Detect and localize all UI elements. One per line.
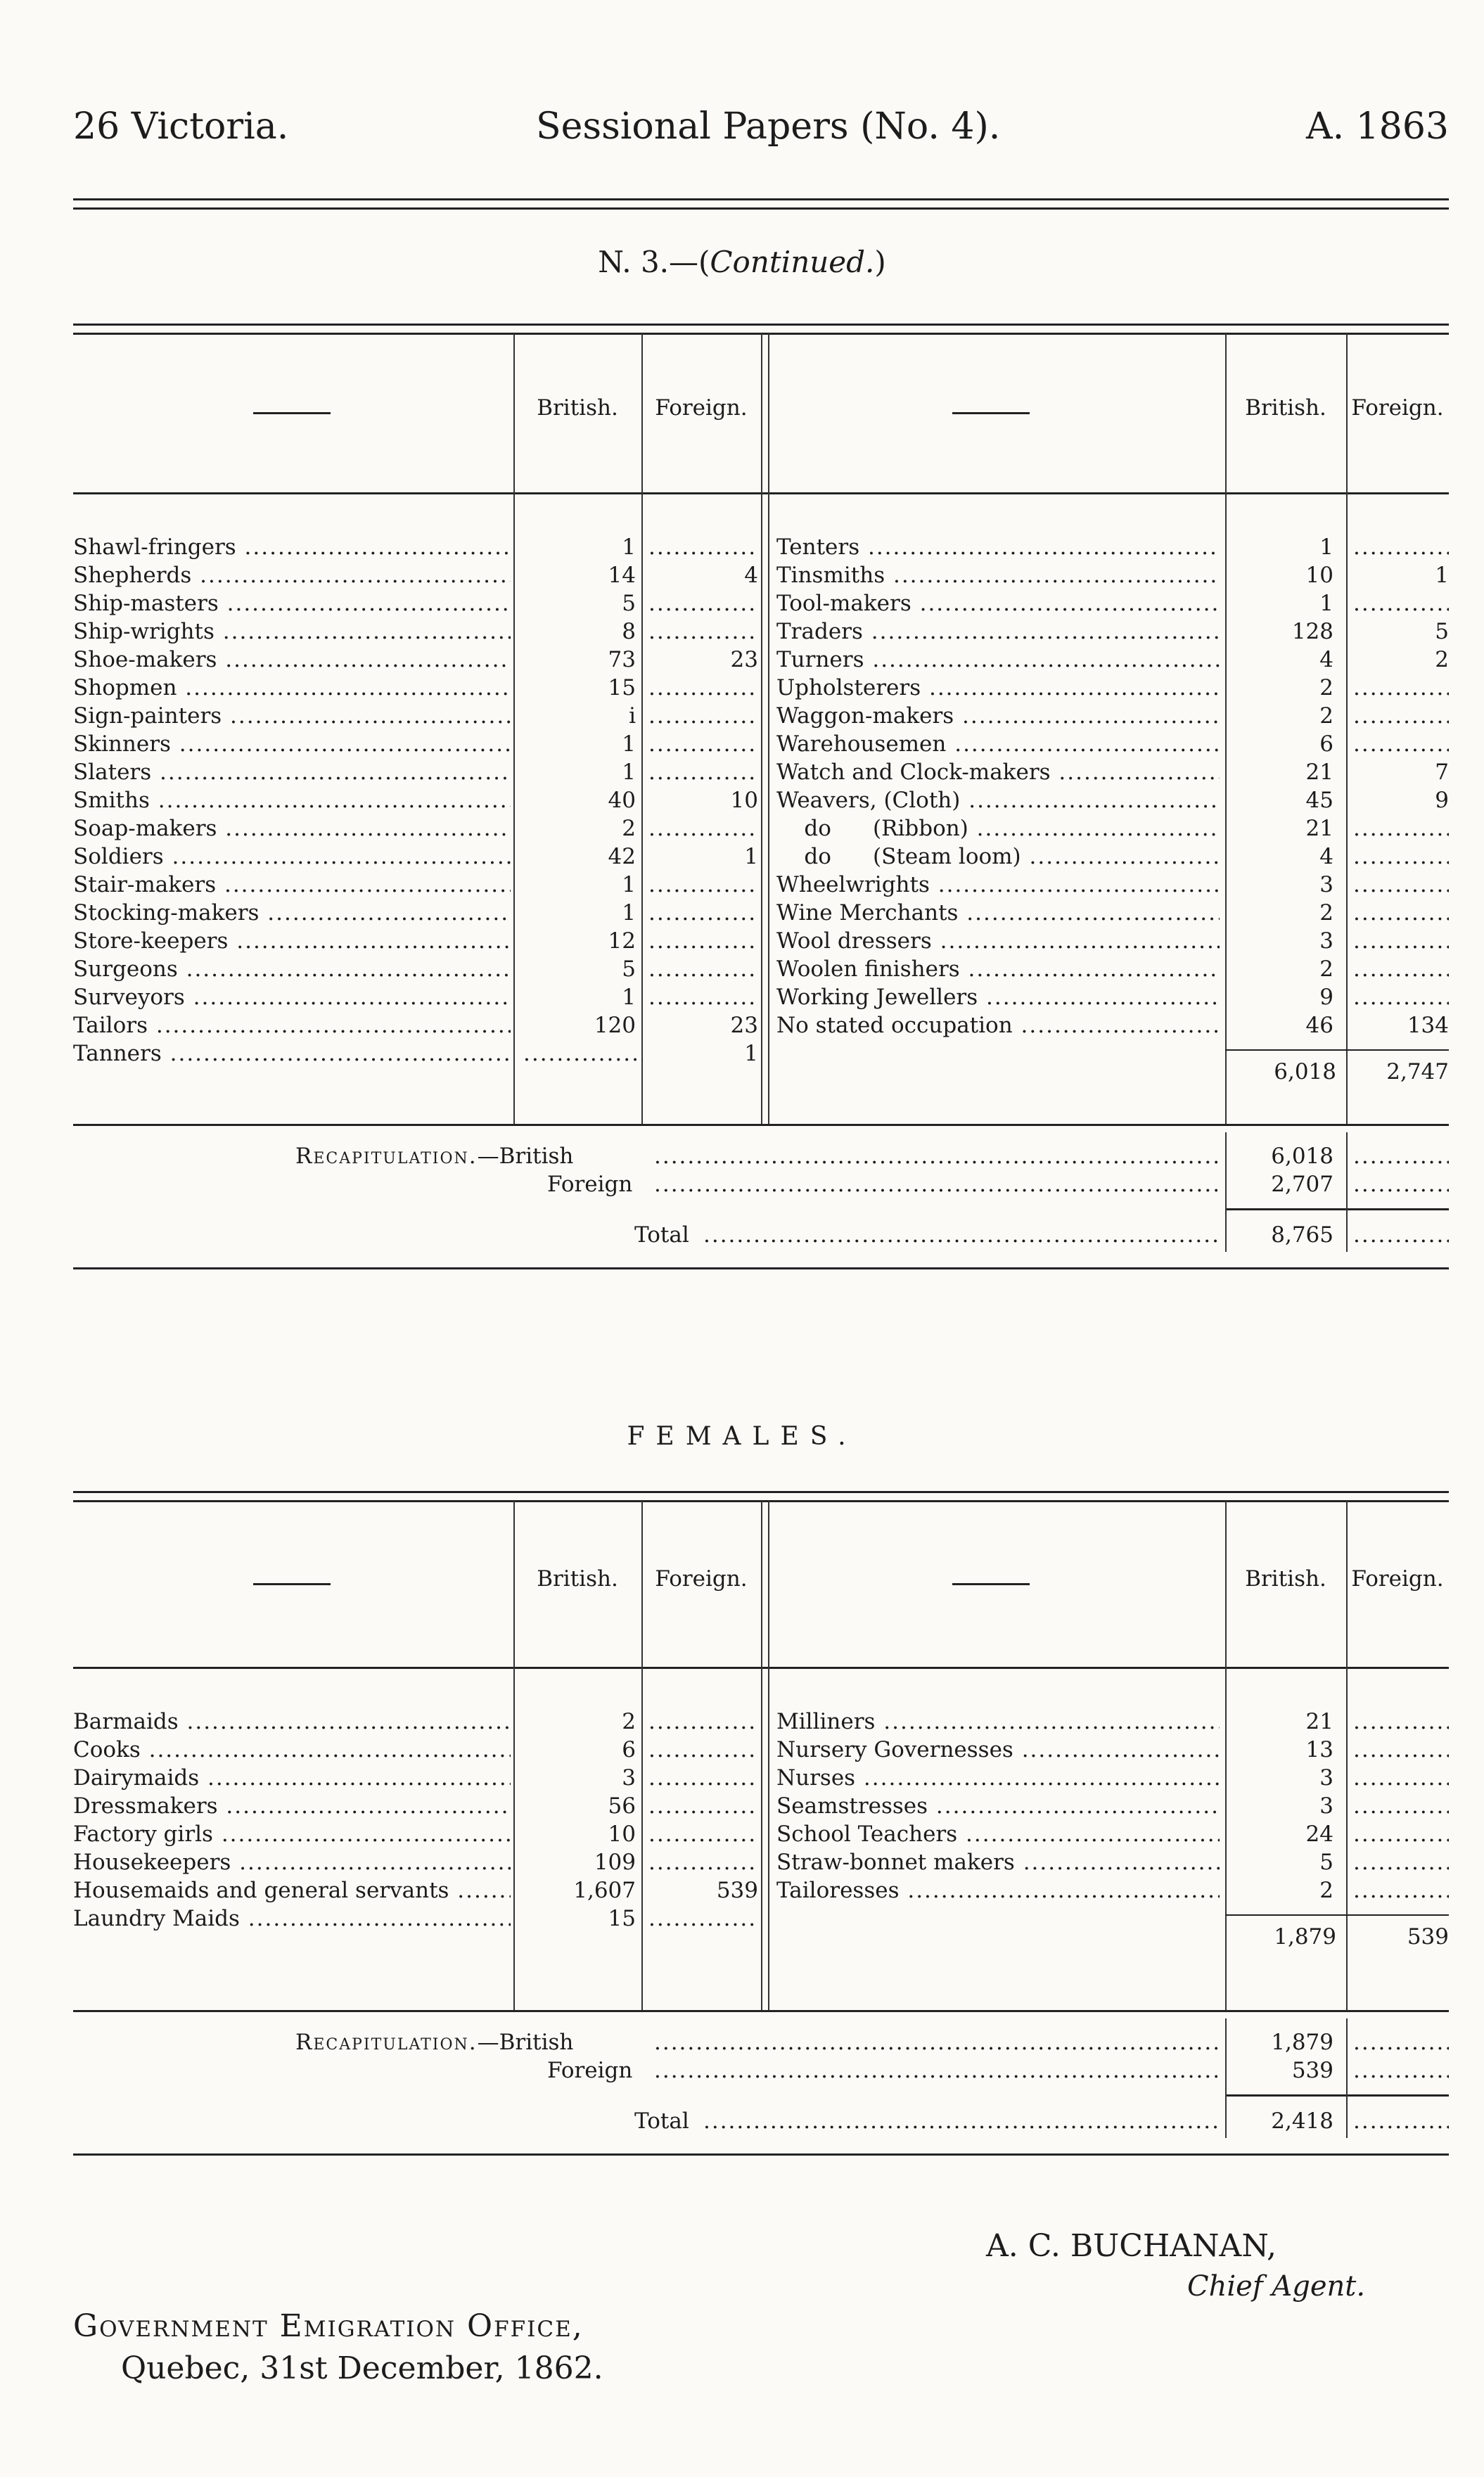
british-value: 128 <box>1291 619 1333 644</box>
females-title: FEMALES. <box>627 1422 857 1451</box>
males-head-british-right: British. <box>1245 395 1326 421</box>
males-right-row <box>0 843 1484 871</box>
row-label: Cooks ..... <box>73 1736 511 1764</box>
females-recap-vline-2 <box>1346 2018 1348 2138</box>
british-value: 1 <box>1319 591 1333 616</box>
british-total: 6,018 <box>1274 1059 1336 1084</box>
males-recap-british-value: 6,018 <box>1271 1144 1333 1169</box>
foreign-value: 1 <box>1435 563 1449 588</box>
females-recap-dots-3 <box>703 2108 1218 2134</box>
males-recap-vline-2 <box>1346 1132 1348 1252</box>
females-right-row <box>0 1792 1484 1820</box>
females-right-row <box>0 1820 1484 1848</box>
row-label: Housekeepers ..... <box>73 1848 511 1876</box>
row-label: Tailoresses ..... <box>776 1876 1220 1905</box>
row-label: Surgeons ..... <box>73 955 511 983</box>
british-value: 1 <box>622 900 636 926</box>
foreign-empty <box>1353 843 1449 871</box>
british-value: 6 <box>622 1737 636 1762</box>
british-value: 14 <box>608 563 636 588</box>
females-head-british-right: British. <box>1245 1566 1326 1592</box>
british-value: 120 <box>594 1013 636 1038</box>
females-recap-vline-1 <box>1225 2018 1227 2138</box>
british-value: 73 <box>608 647 636 672</box>
british-value: 2 <box>1319 900 1333 926</box>
females-recap-foreign-empty-2 <box>1353 2108 1449 2134</box>
british-value: 9 <box>1319 985 1333 1010</box>
british-value: 1,607 <box>573 1878 636 1903</box>
males-recap-total-value: 8,765 <box>1271 1222 1333 1248</box>
row-label: do (Steam loom) ..... <box>776 843 1220 871</box>
females-body-rule <box>73 2010 1449 2012</box>
foreign-empty <box>1353 814 1449 843</box>
males-right-row <box>0 1011 1484 1039</box>
row-label: Slaters ..... <box>73 758 511 786</box>
row-label: School Teachers ..... <box>776 1820 1220 1848</box>
foreign-value: 1 <box>744 1041 758 1066</box>
males-right-row <box>0 589 1484 617</box>
females-right-row <box>0 1764 1484 1792</box>
british-value: 3 <box>1319 1793 1333 1819</box>
males-recap-foreign-value: 2,707 <box>1271 1172 1333 1197</box>
british-value: 4 <box>1319 844 1333 869</box>
row-label: Waggon-makers ..... <box>776 702 1220 730</box>
males-right-row <box>0 983 1484 1011</box>
row-label: Dressmakers ..... <box>73 1792 511 1820</box>
row-label: Sign-painters ..... <box>73 702 511 730</box>
males-right-row <box>0 617 1484 646</box>
males-right-row <box>0 561 1484 589</box>
foreign-total: 2,747 <box>1386 1059 1449 1084</box>
british-value: 1 <box>622 731 636 757</box>
row-label: Barmaids ..... <box>73 1708 511 1736</box>
british-value: 10 <box>608 1822 636 1847</box>
british-value: 2 <box>1319 703 1333 729</box>
header-rule <box>73 198 1449 210</box>
females-totals-line <box>1225 1914 1449 1916</box>
row-label: Shepherds ..... <box>73 561 511 589</box>
header-title: Sessional Papers (No. 4). <box>536 105 1001 148</box>
males-recap-dots-2 <box>654 1172 1218 1197</box>
british-value: 15 <box>608 1906 636 1931</box>
males-end-rule <box>73 1267 1449 1269</box>
foreign-empty <box>1353 589 1449 617</box>
males-right-row <box>0 702 1484 730</box>
females-recap-total-value: 2,418 <box>1271 2108 1333 2134</box>
males-recap-dots-1 <box>654 1144 1218 1169</box>
females-head-foreign-left: Foreign. <box>655 1566 748 1592</box>
foreign-total: 539 <box>1407 1924 1449 1950</box>
females-left-dash <box>253 1583 331 1585</box>
foreign-empty <box>1353 983 1449 1011</box>
row-label: Nursery Governesses ..... <box>776 1736 1220 1764</box>
males-right-row <box>0 927 1484 955</box>
british-value: 5 <box>622 591 636 616</box>
row-label: Soap-makers ..... <box>73 814 511 843</box>
males-recap-total: Total <box>634 1222 689 1248</box>
row-label: Straw-bonnet makers ..... <box>776 1848 1220 1876</box>
row-label: Wool dressers ..... <box>776 927 1220 955</box>
row-label: Ship-masters ..... <box>73 589 511 617</box>
row-label: Warehousemen ..... <box>776 730 1220 758</box>
females-head-british-left: British. <box>537 1566 618 1592</box>
table-subtitle: N. 3.—(Continued.) <box>598 245 886 279</box>
british-total: 1,879 <box>1274 1924 1336 1950</box>
foreign-value: 5 <box>1435 619 1449 644</box>
row-label: Milliners ..... <box>776 1708 1220 1736</box>
foreign-empty <box>1353 1764 1449 1792</box>
foreign-empty <box>1353 927 1449 955</box>
british-value: 21 <box>1305 1709 1333 1734</box>
row-label: do (Ribbon) ..... <box>776 814 1220 843</box>
females-end-rule <box>73 2153 1449 2156</box>
british-value: 8 <box>622 619 636 644</box>
females-right-row <box>0 1848 1484 1876</box>
row-label: Ship-wrights ..... <box>73 617 511 646</box>
row-label: Seamstresses ..... <box>776 1792 1220 1820</box>
british-value: 1 <box>622 985 636 1010</box>
foreign-value: 134 <box>1407 1013 1449 1038</box>
row-label: Stair-makers ..... <box>73 871 511 899</box>
males-left-dash <box>253 412 331 414</box>
row-label: Tailors ..... <box>73 1011 511 1039</box>
foreign-value: 10 <box>730 788 758 813</box>
females-right-row <box>0 1736 1484 1764</box>
british-value: 56 <box>608 1793 636 1819</box>
males-right-row <box>0 758 1484 786</box>
males-right-row <box>0 955 1484 983</box>
females-right-dash <box>952 1583 1030 1585</box>
females-recap-foreign-empty-1 <box>1353 2058 1449 2083</box>
row-label: Soldiers ..... <box>73 843 511 871</box>
foreign-value: 539 <box>716 1878 758 1903</box>
row-label: Upholsterers ..... <box>776 674 1220 702</box>
males-right-row <box>0 899 1484 927</box>
british-value: 1 <box>622 535 636 560</box>
british-value: 2 <box>1319 675 1333 700</box>
british-value: 2 <box>622 1709 636 1734</box>
row-label: Dairymaids ..... <box>73 1764 511 1792</box>
foreign-empty <box>1353 1708 1449 1736</box>
signature-name: A. C. BUCHANAN, <box>986 2228 1277 2264</box>
foreign-empty <box>1353 1736 1449 1764</box>
header-session: 26 Victoria. <box>73 105 289 148</box>
row-label: Tenters ..... <box>776 533 1220 561</box>
males-right-row <box>0 814 1484 843</box>
british-value: 3 <box>1319 928 1333 954</box>
males-recap-vline-1 <box>1225 1132 1227 1252</box>
foreign-empty <box>1353 674 1449 702</box>
british-value: 13 <box>1305 1737 1333 1762</box>
females-recap-sum-line <box>1225 2094 1449 2097</box>
british-value: 5 <box>1319 1850 1333 1875</box>
females-recap-british: Recapitulation.—British <box>295 2030 574 2055</box>
british-value: 1 <box>622 760 636 785</box>
males-recap-foreign-empty-0 <box>1353 1144 1449 1169</box>
row-label: Laundry Maids ..... <box>73 1905 511 1933</box>
foreign-value: 4 <box>744 563 758 588</box>
females-recap-foreign-empty-0 <box>1353 2030 1449 2055</box>
row-label: Woolen finishers ..... <box>776 955 1220 983</box>
row-label: Stocking-makers ..... <box>73 899 511 927</box>
males-recap-foreign: Foreign <box>547 1172 633 1197</box>
british-value: 45 <box>1305 788 1333 813</box>
foreign-empty <box>1353 1848 1449 1876</box>
foreign-value: 1 <box>744 844 758 869</box>
row-label: Working Jewellers ..... <box>776 983 1220 1011</box>
british-value: i <box>629 703 636 729</box>
british-value: 6 <box>1319 731 1333 757</box>
foreign-empty <box>1353 702 1449 730</box>
british-value: 3 <box>1319 1765 1333 1791</box>
foreign-empty <box>1353 1820 1449 1848</box>
british-value: 109 <box>594 1850 636 1875</box>
females-recap-dots-1 <box>654 2030 1218 2055</box>
british-value: 1 <box>622 872 636 897</box>
females-totals-row <box>0 1923 1484 1951</box>
males-right-row <box>0 786 1484 814</box>
males-recap-dots-3 <box>703 1222 1218 1248</box>
british-value: 46 <box>1305 1013 1333 1038</box>
row-label: Skinners ..... <box>73 730 511 758</box>
row-label: No stated occupation ..... <box>776 1011 1220 1039</box>
row-label: Factory girls ..... <box>73 1820 511 1848</box>
foreign-empty <box>1353 533 1449 561</box>
british-value: 21 <box>1305 760 1333 785</box>
british-value: 21 <box>1305 816 1333 841</box>
british-value: 12 <box>608 928 636 954</box>
page-header <box>73 105 1456 162</box>
foreign-value: 23 <box>730 647 758 672</box>
males-head-foreign-right: Foreign. <box>1351 395 1444 421</box>
british-value: 24 <box>1305 1822 1333 1847</box>
females-right-row <box>0 1708 1484 1736</box>
office-line-2: Quebec, 31st December, 1862. <box>121 2350 603 2386</box>
british-value: 1 <box>1319 535 1333 560</box>
males-body-rule <box>73 1124 1449 1126</box>
foreign-empty <box>1353 871 1449 899</box>
british-value: 3 <box>622 1765 636 1791</box>
foreign-empty <box>1353 1876 1449 1905</box>
row-label: Watch and Clock-makers ..... <box>776 758 1220 786</box>
british-value: 2 <box>622 816 636 841</box>
males-recap-british: Recapitulation.—British <box>295 1144 574 1169</box>
foreign-value: 9 <box>1435 788 1449 813</box>
british-value: 5 <box>622 956 636 982</box>
males-right-row <box>0 674 1484 702</box>
british-value: 2 <box>1319 1878 1333 1903</box>
foreign-empty <box>1353 1792 1449 1820</box>
row-label: Wine Merchants ..... <box>776 899 1220 927</box>
row-label: Tinsmiths ..... <box>776 561 1220 589</box>
row-label: Surveyors ..... <box>73 983 511 1011</box>
british-value: 42 <box>608 844 636 869</box>
row-label: Wheelwrights ..... <box>776 871 1220 899</box>
recap-caption: Recapitulation. <box>295 1144 478 1169</box>
males-right-dash <box>952 412 1030 414</box>
header-year: A. 1863 <box>1306 105 1449 148</box>
foreign-empty <box>1353 730 1449 758</box>
row-label: Traders ..... <box>776 617 1220 646</box>
females-recap-foreign-value: 539 <box>1291 2058 1333 2083</box>
males-recap-foreign-empty-2 <box>1353 1222 1449 1248</box>
british-value: 40 <box>608 788 636 813</box>
british-value: 2 <box>1319 956 1333 982</box>
row-label: Shawl-fringers ..... <box>73 533 511 561</box>
males-right-row <box>0 646 1484 674</box>
row-label: Store-keepers ..... <box>73 927 511 955</box>
females-recap-total: Total <box>634 2108 689 2134</box>
foreign-empty <box>1353 955 1449 983</box>
row-label: Tanners ..... <box>73 1039 511 1068</box>
row-label: Housemaids and general servants ..... <box>73 1876 511 1905</box>
foreign-empty <box>1353 899 1449 927</box>
office-line-1: Government Emigration Office, <box>73 2308 584 2344</box>
row-label: Tool-makers ..... <box>776 589 1220 617</box>
males-totals-line <box>1225 1049 1449 1051</box>
females-head-foreign-right: Foreign. <box>1351 1566 1444 1592</box>
british-value: 3 <box>1319 872 1333 897</box>
signature-title: Chief Agent. <box>1187 2270 1366 2303</box>
males-head-foreign-left: Foreign. <box>655 395 748 421</box>
row-label: Weavers, (Cloth) ..... <box>776 786 1220 814</box>
recap-caption: Recapitulation. <box>295 2030 478 2055</box>
males-right-row <box>0 730 1484 758</box>
row-label: Turners ..... <box>776 646 1220 674</box>
british-value: 15 <box>608 675 636 700</box>
females-recap-british-value: 1,879 <box>1271 2030 1333 2055</box>
males-right-row <box>0 533 1484 561</box>
british-value: 10 <box>1305 563 1333 588</box>
british-value: 4 <box>1319 647 1333 672</box>
foreign-value: 7 <box>1435 760 1449 785</box>
males-totals-row <box>0 1058 1484 1086</box>
males-recap-sum-line <box>1225 1208 1449 1210</box>
males-head-british-left: British. <box>537 395 618 421</box>
females-recap-dots-2 <box>654 2058 1218 2083</box>
foreign-value: 23 <box>730 1013 758 1038</box>
foreign-value: 2 <box>1435 647 1449 672</box>
males-right-row <box>0 871 1484 899</box>
row-label: Shopmen ..... <box>73 674 511 702</box>
row-label: Nurses ..... <box>776 1764 1220 1792</box>
row-label: Shoe-makers ..... <box>73 646 511 674</box>
males-recap-foreign-empty-1 <box>1353 1172 1449 1197</box>
row-label: Smiths ..... <box>73 786 511 814</box>
females-recap-foreign: Foreign <box>547 2058 633 2083</box>
females-right-row <box>0 1876 1484 1905</box>
